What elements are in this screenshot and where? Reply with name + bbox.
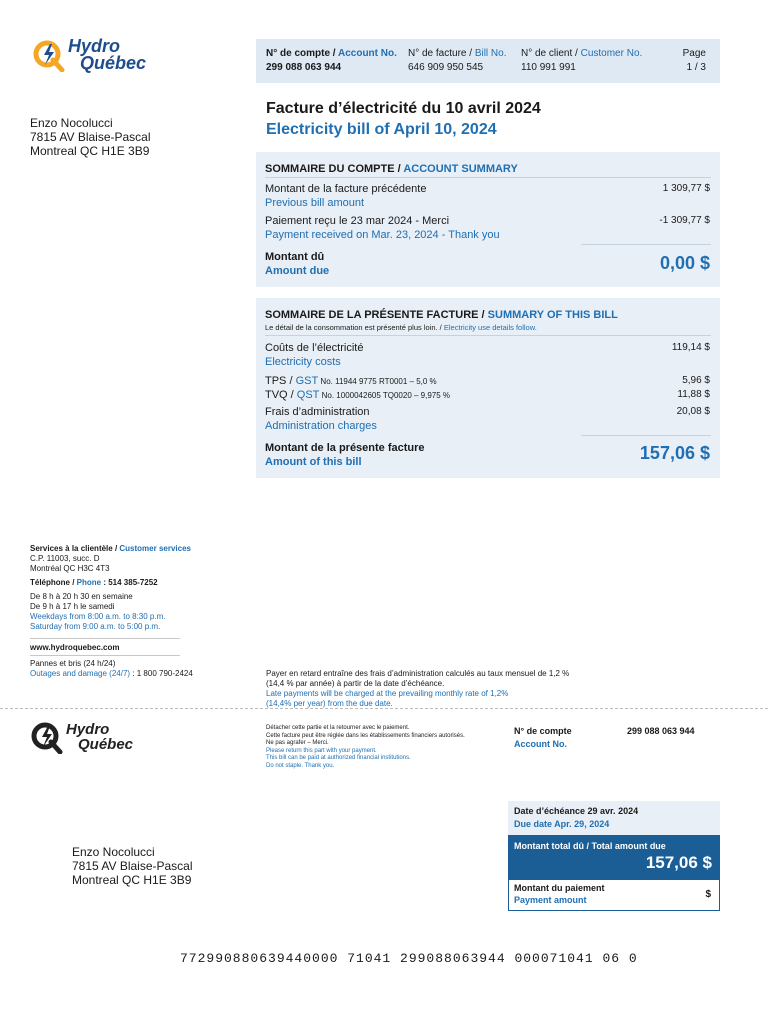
bill-summary-panel xyxy=(256,298,720,478)
amount-due-box xyxy=(508,801,720,911)
stub-instructions: Détacher cette partie et la retourner avec le paiement. Cette facture peut être réglée dans les établissements financiers autorisés. Ne pas agrafer – Merci. Please return this part with your payment. This bill can be paid at authorized financial institutions. Do not staple. Thank you. xyxy=(266,725,465,769)
payment-received-amount: -1 309,77 $ xyxy=(659,215,710,226)
bill-total-amount: 157,06 $ xyxy=(639,443,710,463)
customer-street: 7815 AV Blaise-Pascal xyxy=(30,130,151,144)
stub-total-amount: 157,06 $ xyxy=(645,853,712,872)
bill-summary-title: SOMMAIRE DE LA PRÉSENTE FACTURE / SUMMARY OF THIS BILL xyxy=(265,309,618,321)
logo-icon xyxy=(30,720,64,754)
qst-amount: 11,88 $ xyxy=(677,389,710,400)
hydro-quebec-logo xyxy=(32,38,146,72)
due-date-block: Date d’échéance 29 avr. 2024 Due date Apr. 29, 2024 xyxy=(508,801,720,835)
hours-en: Saturday from 9:00 a.m. to 5:00 p.m. xyxy=(30,622,161,631)
services-address-line: Montréal QC H3C 4T3 xyxy=(30,564,110,573)
bill-title-en: Electricity bill of April 10, 2024 xyxy=(266,121,497,138)
outages-block: Pannes et bris (24 h/24) Outages and damage (24/7) : 1 800 790-2424 xyxy=(30,659,193,678)
customer-services-block xyxy=(30,544,191,632)
electricity-costs-label: Coûts de l’électricité Electricity costs xyxy=(265,342,364,368)
bill-header-bar xyxy=(256,39,720,83)
customer-city: Montreal QC H1E 3B9 xyxy=(30,144,150,158)
logo-wordmark: Hydro Québec xyxy=(68,36,147,73)
amount-due-label: Montant dû Amount due xyxy=(265,251,330,277)
tear-line xyxy=(0,708,768,709)
hours-fr: De 9 h à 17 h le samedi xyxy=(30,602,115,611)
services-title: Services à la clientèle / Customer services xyxy=(30,544,191,553)
stub-logo xyxy=(30,720,133,754)
divider xyxy=(581,244,711,245)
previous-bill-label: Montant de la facture précédente Previous bill amount xyxy=(265,183,427,209)
website-link[interactable]: www.hydroquebec.com xyxy=(30,643,120,652)
admin-charges-label: Frais d’administration Administration charges xyxy=(265,406,377,432)
divider xyxy=(30,638,180,639)
payment-received-label: Paiement reçu le 23 mar 2024 - Merci Payment received on Mar. 23, 2024 - Thank you xyxy=(265,215,500,241)
stub-customer-address: Enzo Nocolucci 7815 AV Blaise-Pascal Montreal QC H1E 3B9 xyxy=(72,845,193,887)
previous-bill-amount: 1 309,77 $ xyxy=(662,183,710,194)
header-page: Page 1 / 3 xyxy=(682,48,706,73)
gst-amount: 5,96 $ xyxy=(682,375,710,386)
logo-icon xyxy=(32,38,66,72)
late-payment-notice: Payer en retard entraîne des frais d’administration calculés au taux mensuel de 1,2 % (14,4 % par année) à partir de la date d’échéance. Late payments will be charged at the prevailing monthly rate of 1,2% (14,4% per year) from the due date. xyxy=(266,669,570,708)
bill-summary-note: Le détail de la consommation est présenté plus loin. / Electricity use details follow. xyxy=(265,323,537,332)
customer-name: Enzo Nocolucci xyxy=(30,116,113,130)
logo-wordmark: Hydro Québec xyxy=(66,721,134,753)
electricity-costs-amount: 119,14 $ xyxy=(671,342,710,353)
hours-fr: De 8 h à 20 h 30 en semaine xyxy=(30,592,133,601)
header-client: N° de client / Customer No. 110 991 991 xyxy=(521,48,643,73)
amount-due-value: 0,00 $ xyxy=(659,253,710,273)
stub-account-label: N° de compte Account No. xyxy=(514,726,572,749)
divider xyxy=(30,655,180,656)
services-address-line: C.P. 11003, succ. D xyxy=(30,554,100,563)
payment-amount-field[interactable]: Montant du paiement Payment amount $ xyxy=(508,879,720,911)
bill-total-label: Montant de la présente facture Amount of this bill xyxy=(265,442,425,468)
hours-en: Weekdays from 8:00 a.m. to 8:30 p.m. xyxy=(30,612,166,621)
gst-label: TPS / GST No. 11944 9775 RT0001 – 5,0 % xyxy=(265,375,437,387)
stub-account-value: 299 088 063 944 xyxy=(627,726,695,736)
account-summary-title: SOMMAIRE DU COMPTE / ACCOUNT SUMMARY xyxy=(265,163,518,175)
admin-charges-amount: 20,08 $ xyxy=(676,406,710,417)
header-invoice: N° de facture / Bill No. 646 909 950 545 xyxy=(408,48,507,73)
micr-line: 772990880639440000 71041 299088063944 000071041 06 0 xyxy=(180,951,638,966)
divider xyxy=(265,177,711,178)
customer-address xyxy=(30,116,151,158)
qst-label: TVQ / QST No. 1000042605 TQ0020 – 9,975 % xyxy=(265,389,451,401)
bill-title-fr: Facture d’électricité du 10 avril 2024 xyxy=(266,100,541,117)
header-account: N° de compte / Account No. 299 088 063 944 xyxy=(266,48,397,73)
services-phone: Téléphone / Phone : 514 385-7252 xyxy=(30,578,158,587)
total-due-block: Montant total dû / Total amount due 157,06 $ xyxy=(508,835,720,879)
divider xyxy=(265,335,711,336)
account-summary-panel xyxy=(256,152,720,287)
divider xyxy=(581,435,711,436)
